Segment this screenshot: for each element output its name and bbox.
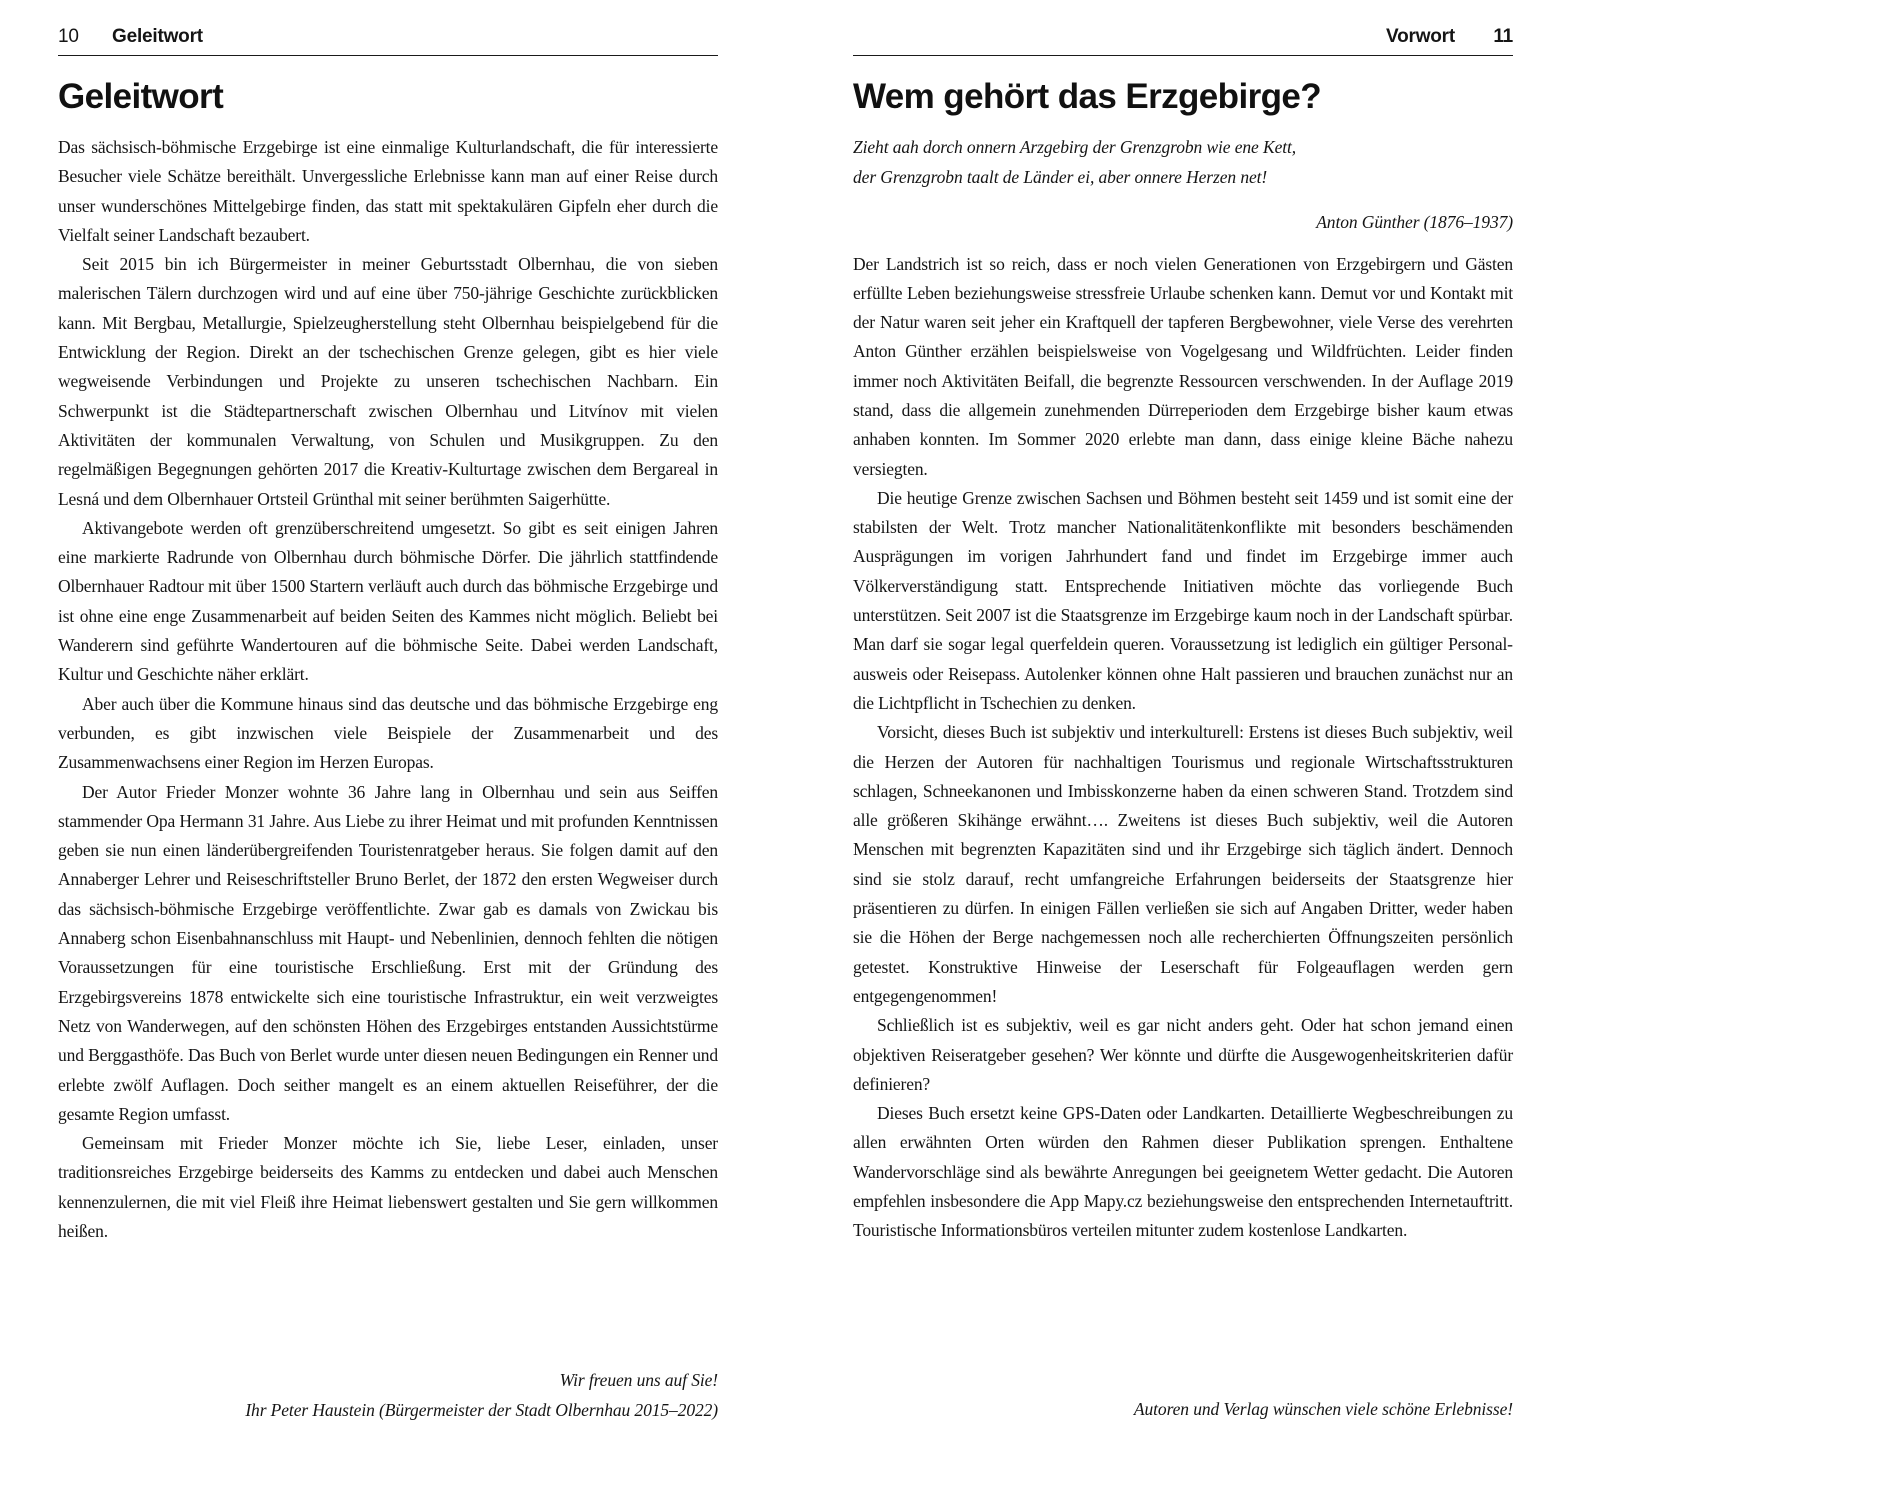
paragraph: Vorsicht, dieses Buch ist subjektiv und interkulturell: Erstens ist dieses Buch subjektiv, weil die Herzen der Autoren für nachhaltigen Tourismus und regionale Wirtschaftsstrukturen schlagen, Schneekanonen und Imbisskonzerne haben da einen schweren Stand. Trotzdem sind alle größeren Skihänge erwähnt…. Zweitens ist dieses Buch subjektiv, weil die Autoren Menschen mit begrenzten Kapazitäten sind und ihr Erzgebirge sich täglich ändert. Dennoch sind sie stolz darauf, recht umfangreiche Erfahrungen beiderseits der Staatsgrenze hier präsentieren zu dürfen. In einigen Fällen verließen sie sich auf Angaben Dritter, weder haben sie die Höhen der Berge nachgemessen noch alle recherchierten Öffnungszeiten persönlich getestet. Konstruktive Hinweise der Leserschaft für Folgeauflagen werden gern entgegengenommen!	[853, 722, 1513, 1006]
paragraph: Die heutige Grenze zwischen Sachsen und Böhmen besteht seit 1459 und ist somit eine der stabilsten der Welt. Trotz mancher Nationalitätenkonflikte mit besonders beschämenden Ausprägungen im vorigen Jahrhundert fand und findet im Erzgebirge immer auch Völkerverständigung statt. Entsprechende Initiativen möchte das vorliegende Buch unterstützen. Seit 2007 ist die Staatsgrenze im Erzgebirge kaum noch in der Landschaft spürbar. Man darf sie sogar legal querfeldein queren. Voraussetzung ist lediglich ein gültiger Personalausweis oder Reisepass. Autolenker können ohne Halt passieren und brauchen zunächst nur an die Lichtpflicht in Tschechien zu denken.	[853, 487, 1513, 713]
epigraph	[853, 133, 1513, 238]
page-number-right: 11	[1493, 26, 1513, 47]
chapter-title-left: Geleitwort	[58, 77, 224, 116]
closing-line: Autoren und Verlag wünschen viele schöne Erlebnisse!	[1133, 1399, 1513, 1419]
page-right	[853, 0, 1513, 1496]
epigraph-line: Zieht aah dorch onnern Arzgebirg der Grenzgrobn wie ene Kett,	[853, 137, 1297, 157]
paragraph: Aber auch über die Kommune hinaus sind das deutsche und das böhmische Erzgebirge eng verbunden, es gibt inzwischen viele Beispiele der Zusammenarbeit und des Zusammenwachsens einer Region im Herzen Europas.	[58, 693, 718, 773]
signature-line: Wir freuen uns auf Sie!	[559, 1370, 718, 1390]
epigraph-attribution: Anton Günther (1876–1937)	[1316, 212, 1513, 232]
page-number-left: 10	[58, 26, 79, 47]
body-text-left	[58, 133, 718, 1246]
running-head-right-label: Vorwort	[1386, 26, 1455, 47]
paragraph: Das sächsisch-böhmische Erzgebirge ist eine einmalige Kulturlandschaft, die für interessierte Besucher viele Schätze bereithält. Unvergessliche Erlebnisse kann man auf einer Reise durch unser wunderschönes Mittelgebirge finden, das statt mit spektakulären Gipfeln eher durch die Vielfalt seiner Landschaft bezaubert.	[58, 137, 718, 245]
paragraph: Der Autor Frieder Monzer wohnte 36 Jahre lang in Olbernhau und sein aus Seiffen stammender Opa Hermann 31 Jahre. Aus Liebe zu ihrer Heimat und mit profunden Kenntnissen geben sie nun einen länderübergreifenden Touristenratgeber heraus. Sie folgen damit auf den Annaberger Lehrer und Reiseschriftsteller Bruno Berlet, der 1872 den ersten Wegweiser durch das sächsisch-böhmische Erzgebirge veröffentlichte. Zwar gab es damals von Zwickau bis Annaberg schon Eisenbahnanschluss mit Haupt- und Nebenlinien, dennoch fehlten die nötigen Voraussetzungen für eine touristische Erschließung. Erst mit der Gründung des Erzgebirgsvereins 1878 entwickelte sich eine touristische Infrastruktur, ein weit verzweigtes Netz von Wanderwegen, auf den schönsten Höhen des Erzgebirges entstanden Aussichtstürme und Berggasthöfe. Das Buch von Berlet wurde unter diesen neuen Bedingungen ein Renner und erlebte zwölf Auflagen. Doch seither mangelt es an einem aktuellen Reiseführer, der die gesamte Region umfasst.	[58, 781, 718, 1124]
epigraph-line: der Grenzgrobn taalt de Länder ei, aber onnere Herzen net!	[853, 166, 1268, 187]
page-left	[58, 0, 718, 1496]
paragraph: Der Landstrich ist so reich, dass er noch vielen Generationen von Erzgebirgern und Gästen erfüllte Leben beziehungsweise stressfreie Urlaube schenken kann. Demut vor und Kontakt mit der Natur waren seit jeher ein Kraftquell der tapferen Bergbewohner, viele Verse des verehrten Anton Günther erzählen beispielsweise von Vogelgesang und Wildfrüchten. Leider finden immer noch Aktivitäten Beifall, die begrenzte Ressourcen verschwenden. In der Auflage 2019 stand, dass die allgemein zunehmenden Dürreperioden dem Erzgebirge bisher kaum etwas anhaben konnten. Im Sommer 2020 erlebte man dann, dass einige kleine Bäche nahezu versiegten.	[853, 253, 1513, 479]
running-head-left	[58, 0, 718, 56]
paragraph: Aktivangebote werden oft grenzüberschreitend umgesetzt. So gibt es seit einigen Jahren eine markierte Radrunde von Olbernhau durch böhmische Dörfer. Die jährlich stattfindende Olbernhauer Radtour mit über 1500 Startern verläuft auch durch das böhmische Erzgebirge und ist ohne eine enge Zusammenarbeit auf beiden Seiten des Kammes nicht möglich. Beliebt bei Wanderern sind geführte Wandertouren auf die böhmische Seite. Dabei werden Landschaft, Kultur und Geschichte näher erklärt.	[58, 517, 718, 685]
paragraph: Schließlich ist es subjektiv, weil es gar nicht anders geht. Oder hat schon jemand einen objektiven Reiseratgeber gesehen? Wer könnte und dürfte die Ausgewogenheitskriterien dafür definieren?	[853, 1015, 1513, 1094]
chapter-title-right: Wem gehört das Erzgebirge?	[853, 77, 1322, 116]
running-head-right	[853, 0, 1513, 56]
paragraph: Seit 2015 bin ich Bürgermeister in meiner Geburtsstadt Olbernhau, die von sieben malerischen Tälern durchzogen wird und auf eine über 750-jährige Geschichte zurückblicken kann. Mit Bergbau, Metallurgie, Spielzeugherstellung steht Olbernhau beispielgebend für die Entwicklung der Region. Direkt an der tschechischen Grenze gelegen, gibt es hier viele wegweisende Verbindungen und Projekte zu unseren tschechischen Nachbarn. Ein Schwerpunkt ist die Städtepartnerschaft zwischen Olbernhau und Litvínov mit vielen Aktivitäten der kommunalen Verwaltung, von Schulen und Musikgruppen. Zu den regelmäßigen Begegnungen gehörten 2017 die Kreativ-Kulturtage zwischen dem Bergareal in Lesná und dem Olbernhauer Ortsteil Grünthal mit seiner berühmten Saigerhütte.	[58, 254, 718, 509]
paragraph: Dieses Buch ersetzt keine GPS-Daten oder Landkarten. Detaillierte Wegbeschreibungen zu allen erwähnten Orten würden den Rahmen dieser Publikation sprengen. Enthaltene Wandervorschläge sind als bewährte Anregungen bei geeignetem Wetter gedacht. Die Autoren empfehlen insbesondere die App Mapy.cz beziehungsweise den entsprechenden Internetauftritt. Touristische Informationsbüros verteilen mitunter zudem kostenlose Landkarten.	[853, 1103, 1513, 1241]
body-text-right	[853, 250, 1513, 1246]
signature-line: Ihr Peter Haustein (Bürgermeister der Stadt Olbernhau 2015–2022)	[245, 1400, 718, 1420]
paragraph: Gemeinsam mit Frieder Monzer möchte ich Sie, liebe Leser, einladen, unser traditionsreiches Erzgebirge beiderseits des Kamms zu entdecken und dabei auch Menschen kennenzulernen, die mit viel Fleiß ihre Heimat liebenswert gestalten und Sie gern willkommen heißen.	[58, 1133, 718, 1241]
running-head-left-label: Geleitwort	[112, 26, 203, 47]
signature-block	[58, 1365, 718, 1425]
